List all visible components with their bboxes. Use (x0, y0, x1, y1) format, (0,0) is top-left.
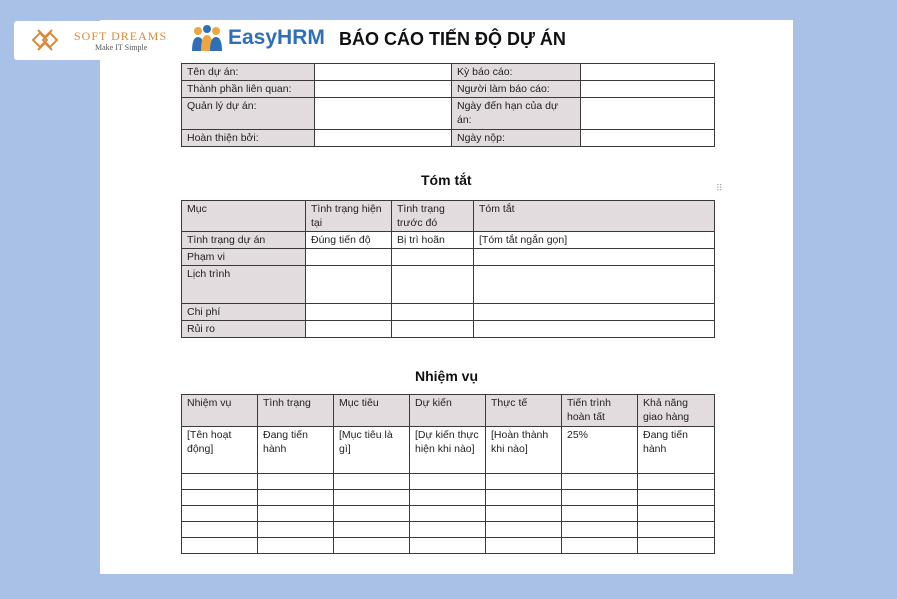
reporter-label: Người làm báo cáo: (452, 81, 581, 98)
completed-by-label: Hoàn thiện bởi: (182, 130, 315, 147)
summary-cell[interactable]: [Tóm tắt ngắn gọn] (474, 232, 715, 249)
soft-dreams-logo-icon (30, 25, 60, 55)
summary-cell[interactable] (474, 304, 715, 321)
summary-cell[interactable] (392, 321, 474, 338)
easyhrm-logo-icon (189, 25, 225, 53)
task-cell[interactable] (486, 474, 562, 490)
summary-cell[interactable] (306, 304, 392, 321)
task-cell[interactable]: [Mục tiêu là gì] (334, 427, 410, 474)
task-cell[interactable] (486, 538, 562, 554)
summary-table (181, 200, 715, 338)
summary-row-label: Rủi ro (182, 321, 306, 338)
tasks-header-cell: Nhiệm vụ (182, 395, 258, 427)
task-cell[interactable] (182, 474, 258, 490)
tasks-header-cell: Dự kiến (410, 395, 486, 427)
summary-row-label: Chi phí (182, 304, 306, 321)
tasks-header-cell: Tình trạng (258, 395, 334, 427)
report-period-label: Kỳ báo cáo: (452, 64, 581, 81)
project-name-field[interactable] (315, 64, 452, 81)
task-cell[interactable] (410, 490, 486, 506)
task-cell[interactable] (486, 490, 562, 506)
task-cell[interactable] (486, 506, 562, 522)
task-cell[interactable] (258, 522, 334, 538)
summary-cell[interactable] (474, 249, 715, 266)
stakeholders-label: Thành phần liên quan: (182, 81, 315, 98)
task-cell[interactable] (562, 538, 638, 554)
table-row (182, 506, 715, 522)
task-cell[interactable] (258, 538, 334, 554)
document-title: BÁO CÁO TIẾN ĐỘ DỰ ÁN (339, 29, 566, 49)
task-cell[interactable] (410, 538, 486, 554)
summary-row-label: Tình trạng dự án (182, 232, 306, 249)
summary-section-title: Tóm tắt (421, 172, 472, 188)
summary-header-cell: Tóm tắt (474, 201, 715, 232)
due-date-field[interactable] (581, 98, 715, 130)
stakeholders-field[interactable] (315, 81, 452, 98)
table-row (182, 538, 715, 554)
task-cell[interactable]: [Tên hoạt động] (182, 427, 258, 474)
summary-cell[interactable] (306, 266, 392, 304)
task-cell[interactable] (334, 538, 410, 554)
task-cell[interactable] (562, 490, 638, 506)
task-cell[interactable] (638, 538, 715, 554)
task-cell[interactable] (638, 522, 715, 538)
task-cell[interactable] (334, 522, 410, 538)
table-row (182, 522, 715, 538)
summary-row-label: Phạm vi (182, 249, 306, 266)
table-row (182, 474, 715, 490)
summary-cell[interactable] (392, 249, 474, 266)
project-info-table (181, 63, 715, 147)
task-cell[interactable] (182, 506, 258, 522)
task-cell[interactable] (334, 506, 410, 522)
summary-cell[interactable] (474, 266, 715, 304)
summary-cell[interactable] (392, 266, 474, 304)
task-cell[interactable] (562, 474, 638, 490)
tasks-header-cell: Khả năng giao hàng (638, 395, 715, 427)
report-period-field[interactable] (581, 64, 715, 81)
summary-cell[interactable]: Đúng tiến độ (306, 232, 392, 249)
task-cell[interactable] (258, 490, 334, 506)
task-cell[interactable] (486, 522, 562, 538)
summary-header-cell: Mục (182, 201, 306, 232)
reporter-field[interactable] (581, 81, 715, 98)
summary-cell[interactable] (306, 321, 392, 338)
summary-row-label: Lịch trình (182, 266, 306, 304)
task-cell[interactable]: 25% (562, 427, 638, 474)
task-cell[interactable] (182, 490, 258, 506)
task-cell[interactable] (182, 522, 258, 538)
table-row (182, 266, 715, 304)
tasks-header-cell: Mục tiêu (334, 395, 410, 427)
table-row (182, 232, 715, 249)
soft-dreams-logo (14, 21, 186, 60)
tasks-header-cell: Thực tế (486, 395, 562, 427)
submit-date-field[interactable] (581, 130, 715, 147)
task-cell[interactable] (638, 506, 715, 522)
completed-by-field[interactable] (315, 130, 452, 147)
task-cell[interactable] (334, 474, 410, 490)
tasks-header-cell: Tiến trình hoàn tất (562, 395, 638, 427)
summary-cell[interactable] (306, 249, 392, 266)
table-row (182, 321, 715, 338)
soft-dreams-name: SOFT DREAMS (74, 29, 168, 43)
table-move-handle-icon[interactable]: ⠿ (716, 183, 723, 193)
task-cell[interactable] (638, 490, 715, 506)
table-row (182, 304, 715, 321)
summary-cell[interactable] (474, 321, 715, 338)
table-row (182, 490, 715, 506)
task-cell[interactable] (258, 506, 334, 522)
task-cell[interactable] (562, 506, 638, 522)
task-cell[interactable] (410, 522, 486, 538)
summary-header-cell: Tình trạng hiện tại (306, 201, 392, 232)
tasks-section-title: Nhiệm vụ (415, 368, 479, 384)
task-cell[interactable]: Đang tiến hành (638, 427, 715, 474)
task-cell[interactable] (562, 522, 638, 538)
summary-cell[interactable]: Bị trì hoãn (392, 232, 474, 249)
task-cell[interactable] (258, 474, 334, 490)
task-cell[interactable] (182, 538, 258, 554)
due-date-label: Ngày đến hạn của dự án: (452, 98, 581, 130)
submit-date-label: Ngày nộp: (452, 130, 581, 147)
project-manager-field[interactable] (315, 98, 452, 130)
project-manager-label: Quản lý dự án: (182, 98, 315, 130)
task-cell[interactable] (638, 474, 715, 490)
task-cell[interactable]: [Hoàn thành khi nào] (486, 427, 562, 474)
easyhrm-logo-text: EasyHRM (228, 26, 325, 49)
task-cell[interactable] (410, 474, 486, 490)
tasks-table (181, 394, 715, 554)
task-cell[interactable] (334, 490, 410, 506)
table-row (182, 427, 715, 474)
summary-cell[interactable] (392, 304, 474, 321)
task-cell[interactable]: Đang tiến hành (258, 427, 334, 474)
project-name-label: Tên dự án: (182, 64, 315, 81)
task-cell[interactable] (410, 506, 486, 522)
summary-header-cell: Tình trạng trước đó (392, 201, 474, 232)
task-cell[interactable]: [Dự kiến thực hiện khi nào] (410, 427, 486, 474)
table-row (182, 249, 715, 266)
soft-dreams-tagline: Make IT Simple (95, 43, 148, 52)
